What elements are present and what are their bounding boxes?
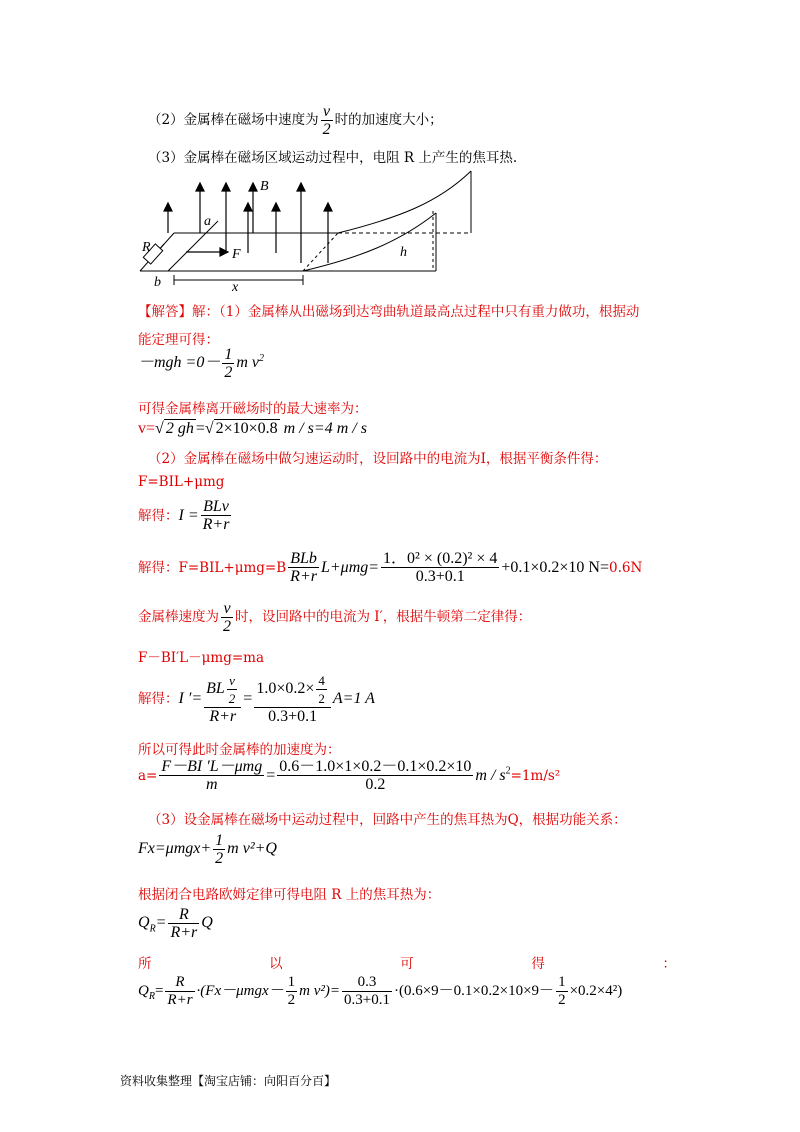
equation-acceleration: a= $\frac{\text{F－BI ′L－μmg}}{m}$ = $\frac{0.6-1.0\times 1\times 0.2-0.1\times 0.2\times 10}{0.2}$ $m / s^2=1m/s^2$	[138, 758, 561, 793]
question-3: （3）金属棒在磁场区域运动过程中，电阻 R 上产生的焦耳热.	[148, 150, 518, 166]
solution-part3-text: （3）设金属棒在磁场中运动过程中，回路中产生的焦耳热为Q，根据功能关系：	[148, 812, 627, 828]
equation-max-speed: v=√ 2 gh =√ 2×10×0.8 m / s=4 m / s	[138, 420, 367, 437]
label-x: x	[232, 280, 239, 295]
solution-half-speed-text: 金属棒速度为 $\frac{v}{2}$ 时，设回路中的电流为 I′，根据牛顿第二定律得：	[138, 600, 532, 635]
equation-balance: F=BIL+μmg	[138, 474, 225, 490]
rail-magnetic-field-figure	[138, 163, 478, 298]
label-h: h	[400, 245, 407, 260]
solution-therefore-line: 所 以 可 得 ：	[138, 956, 676, 972]
solution-part1-line2: 能定理可得：	[138, 332, 219, 348]
solution-part1-line1: 【解答】解：（1）金属棒从出磁场到达弯曲轨道最高点过程中只有重力做功，根据动	[138, 304, 640, 320]
equation-energy-work: Fx=μmgx+ $\frac{1}{2}$ m v²+Q	[138, 832, 277, 867]
equation-final-heat: $Q_R=$ $\frac{R}{R+r}$ ·(Fx－μmgx－ $\frac{1}{2}$ m v²)= $\frac{0.3}{0.3+0.1}$ ·(0.6×9－0.1×0.2×10×9－ $\frac{1}{2}$ ×0.2×4²)	[138, 974, 623, 1008]
page-footer: 资料收集整理【淘宝店铺：向阳百分百】	[120, 1074, 337, 1088]
label-B: B	[260, 179, 269, 194]
solution-part2-text: （2）金属棒在磁场中做匀速运动时，设回路中的电流为I，根据平衡条件得：	[148, 451, 608, 467]
equation-energy: －mgh =0－ $\frac{1}{2}$ m $v^2$	[138, 346, 265, 381]
solution-acceleration-text: 所以可得此时金属棒的加速度为：	[138, 742, 341, 758]
solution-max-speed-text: 可得金属棒离开磁场时的最大速率为：	[138, 401, 368, 417]
label-F: F	[232, 247, 241, 262]
equation-newton: F－BI′L－μmg=ma	[138, 650, 265, 666]
question-2: （2）金属棒在磁场中速度为 $\frac{v}{2}$ 时的加速度大小；	[148, 103, 443, 138]
label-R: R	[142, 240, 151, 255]
solution-ohm-text: 根据闭合电路欧姆定律可得电阻 R 上的焦耳热为：	[138, 887, 441, 903]
equation-current-half: 解得：I ′= BL $\frac{v}{2}$ R+r = 1.0×0.2× $\frac{4}{2}$ 0.3+0.1 A=1 A	[138, 673, 375, 725]
label-b: b	[154, 275, 161, 290]
equation-current: 解得：I = $\frac{\text{BLv}}{R+r}$	[138, 498, 230, 533]
label-a: a	[204, 214, 211, 229]
equation-heat-R: $Q_R=$ $\frac{R}{R+r}$ Q	[138, 906, 213, 941]
equation-force: 解得：F=BIL+μmg=B $\frac{\text{BLb}}{R+r}$ L+μmg= $\frac{\text{1．0² × (0.2)² × 4}}{0.3+0.1}$ +0.1×0.2×10 N=0.6N	[138, 550, 643, 585]
